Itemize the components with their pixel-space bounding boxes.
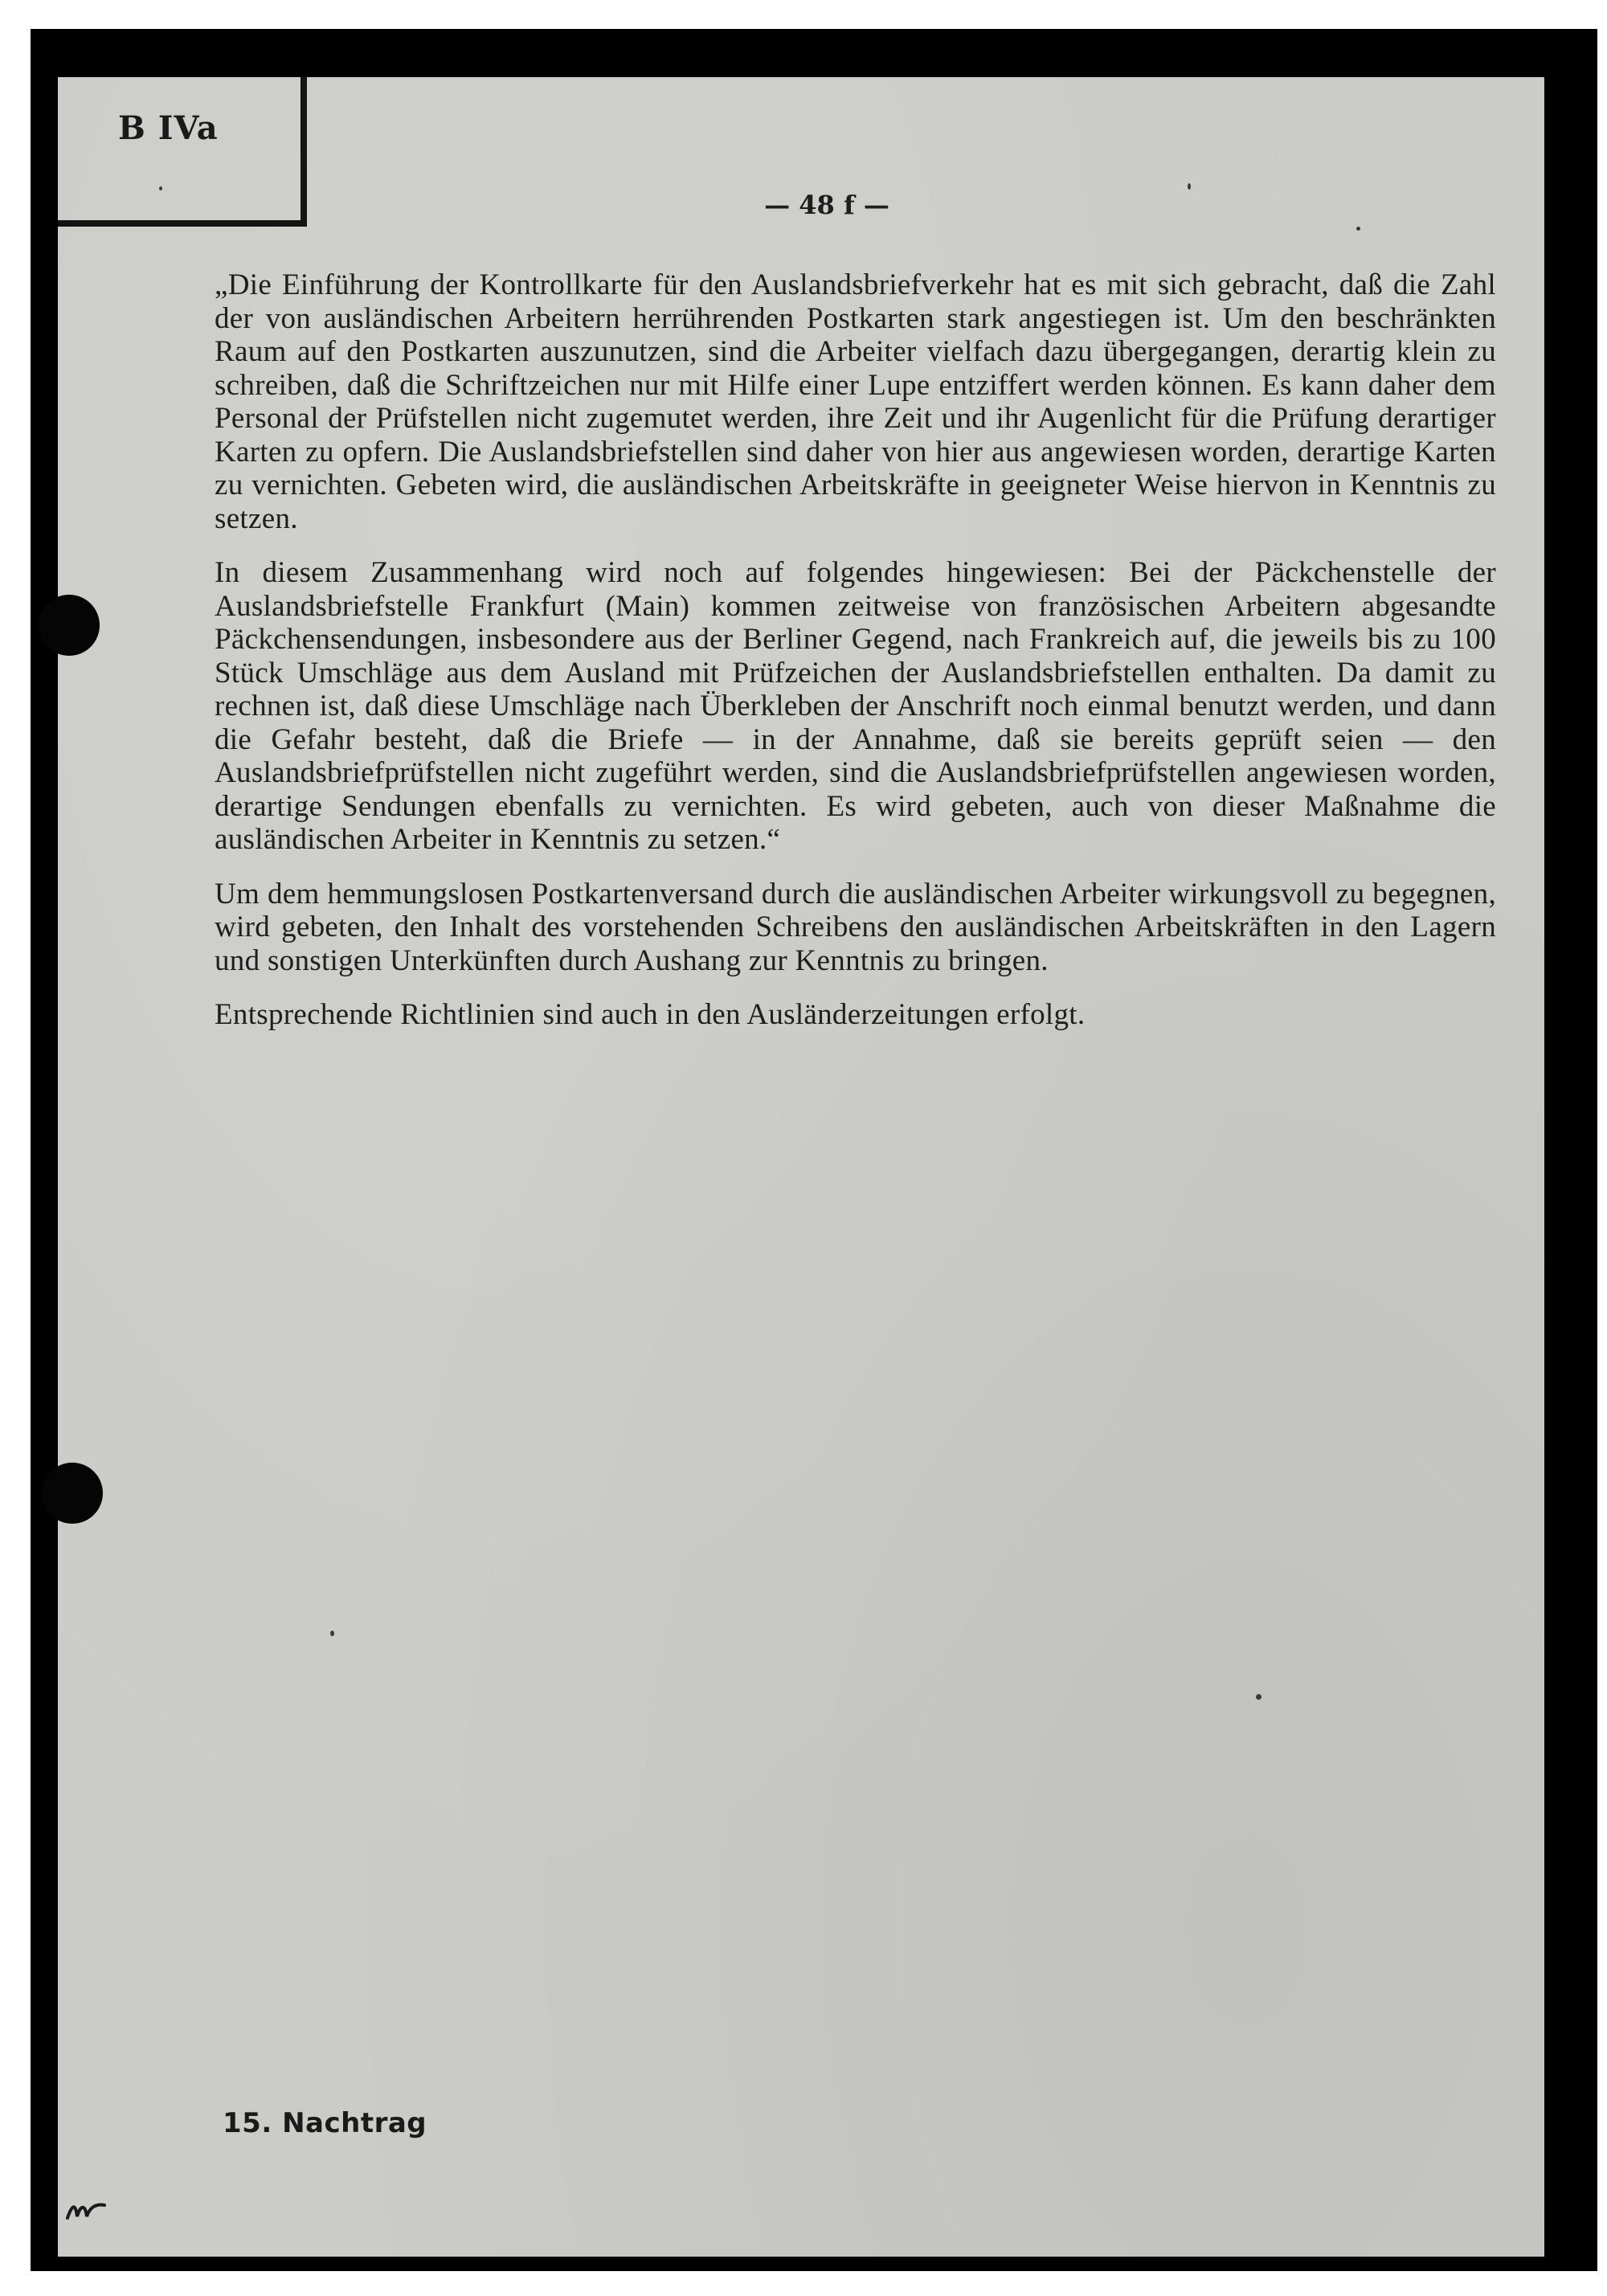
- paragraph-4: Entsprechende Richtlinien sind auch in den Ausländerzeitungen erfolgt.: [215, 998, 1086, 1031]
- paragraph-2: In diesem Zusammenhang wird noch auf folgendes hingewiesen: Bei der Päckchenstelle der Auslandsbriefstelle Frankfurt (Main) kommen zeitweise von französischen Arbeitern abgesandte Päckchensendungen, insbesondere aus der Berliner Gegend, nach Frankreich auf, die jeweils bis zu 100 Stück Umschläge aus dem Ausland mit Prüfzeichen der Auslandsbriefstellen enthalten. Da damit zu rechnen ist, daß diese Umschläge nach Überkleben der Anschrift noch einmal benutzt werden, und dann die Gefahr besteht, daß die Briefe — in der Annahme, daß sie bereits geprüft seien — den Auslandsbriefprüfstellen nicht zugeführt werden, sind die Auslandsbriefprüfstellen angewiesen worden, derartige Sendungen ebenfalls zu vernichten. Es wird gebeten, auch von dieser Maßnahme die ausländischen Arbeiter in Kenntnis zu setzen.“: [215, 556, 1496, 856]
- paper-speck: [1256, 1694, 1261, 1700]
- punch-hole-top: [39, 595, 100, 656]
- body-text: [215, 268, 1496, 1053]
- handwritten-mark-icon: [64, 2197, 108, 2224]
- section-label: B IVa: [118, 109, 219, 147]
- paragraph-1: „Die Einführung der Kontrollkarte für den Auslandsbriefverkehr hat es mit sich gebracht, daß die Zahl der von ausländischen Arbeitern herrührenden Postkarten stark angestiegen ist. Um den beschränkten Raum auf den Postkarten auszunutzen, sind die Arbeiter vielfach dazu übergegangen, derartig klein zu schreiben, daß die Schriftzeichen nur mit Hilfe einer Lupe entziffert werden können. Es kann daher dem Personal der Prüfstellen nicht zugemutet werden, ihre Zeit und ihr Augenlicht für die Prüfung derartiger Karten zu opfern. Die Auslandsbriefstellen sind daher von hier aus angewiesen worden, derartige Karten zu vernichten. Gebeten wird, die ausländischen Arbeitskräfte in geeigneter Weise hiervon in Kenntnis zu setzen.: [215, 268, 1496, 535]
- paragraph-3: Um dem hemmungslosen Postkartenversand durch die ausländischen Arbeiter wirkungsvoll zu begegnen, wird gebeten, den Inhalt des vorstehenden Schreibens den ausländischen Arbeitskräften in den Lagern und sonstigen Unterkünften durch Aushang zur Kenntnis zu bringen.: [215, 877, 1496, 977]
- paper-speck: [159, 186, 162, 190]
- document-page: [58, 77, 1544, 2257]
- page-number-text: — 48 f —: [764, 190, 889, 220]
- paper-speck: [1356, 227, 1360, 231]
- paper-speck: [1188, 183, 1191, 190]
- page-number: [58, 190, 1544, 220]
- paper-speck: [330, 1631, 334, 1636]
- supplement-label: 15. Nachtrag: [223, 2107, 427, 2139]
- punch-hole-bottom: [42, 1463, 103, 1524]
